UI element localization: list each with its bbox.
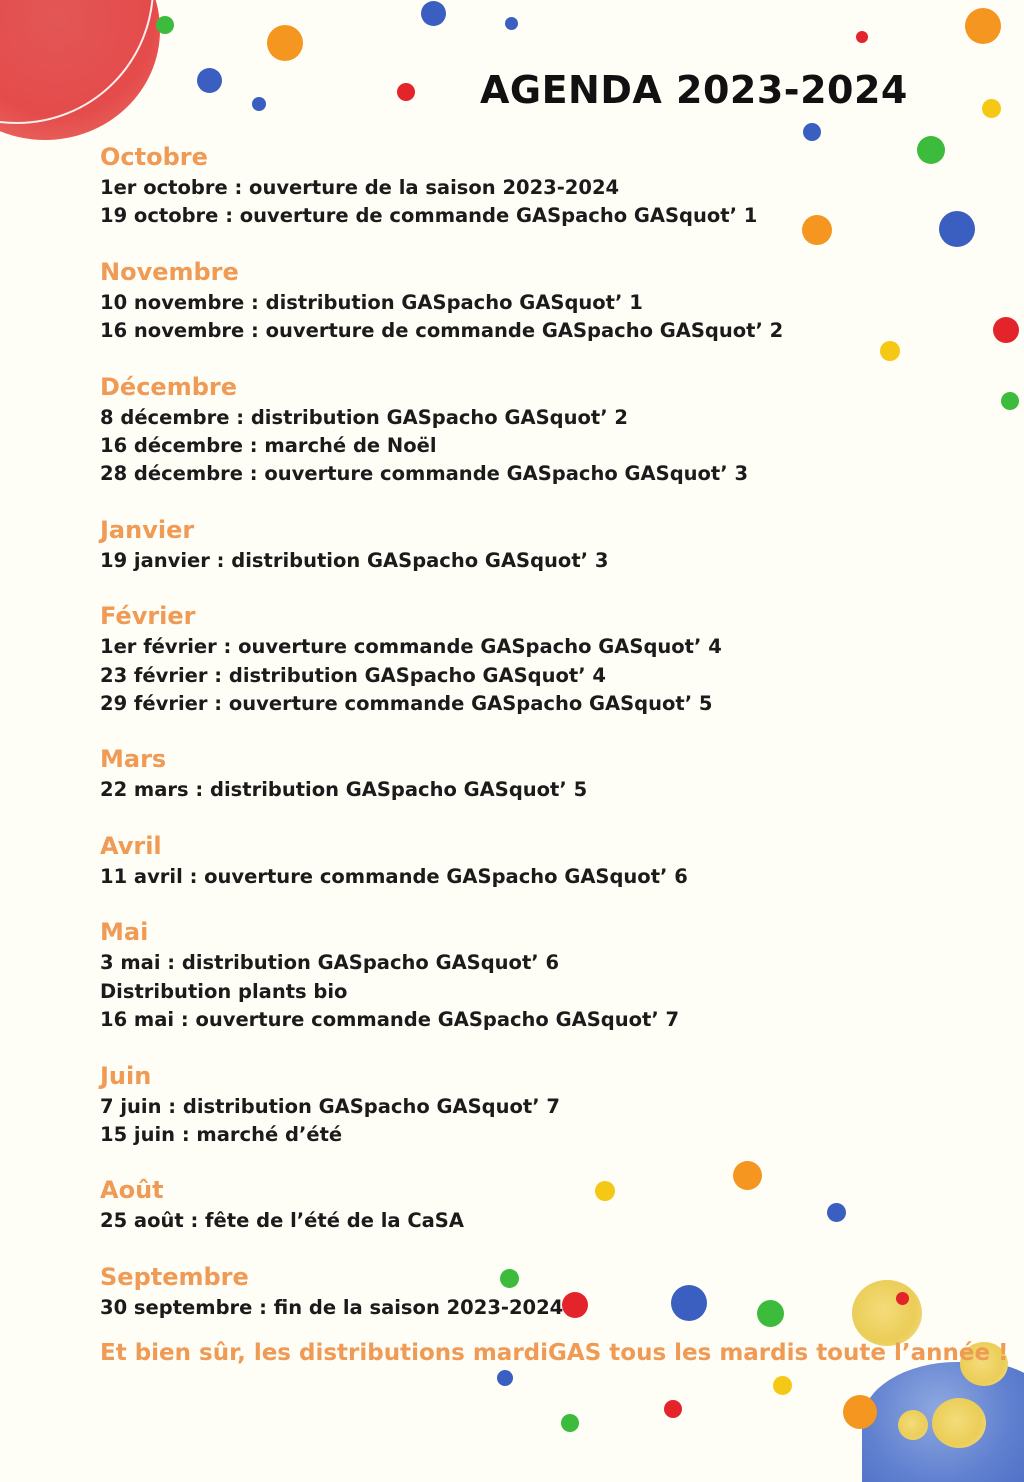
- confetti-dot: [497, 1370, 513, 1386]
- agenda-list: [100, 142, 980, 1348]
- month-section: [100, 1262, 980, 1322]
- agenda-entry: 3 mai : distribution GASpacho GASquot’ 6: [100, 951, 560, 975]
- agenda-entry: 25 août : fête de l’été de la CaSA: [100, 1209, 464, 1233]
- agenda-entry: 11 avril : ouverture commande GASpacho GASquot’ 6: [100, 864, 688, 888]
- agenda-entry: Distribution plants bio: [100, 979, 348, 1003]
- month-heading: Novembre: [100, 257, 239, 286]
- agenda-entry: 16 novembre : ouverture de commande GASpacho GASquot’ 2: [100, 319, 784, 343]
- confetti-dot: [965, 8, 1001, 44]
- month-section: [100, 601, 980, 718]
- confetti-dot: [664, 1400, 682, 1418]
- confetti-dot: [1001, 392, 1019, 410]
- gold-paint-splash: [898, 1410, 928, 1440]
- agenda-entry: 10 novembre : distribution GASpacho GASquot’ 1: [100, 290, 643, 314]
- footer-note: Et bien sûr, les distributions mardiGAS tous les mardis toute l’année !: [100, 1340, 1009, 1366]
- page-title: AGENDA 2023-2024: [480, 68, 908, 112]
- confetti-dot: [982, 99, 1001, 118]
- confetti-dot: [267, 25, 303, 61]
- agenda-entry: 1er février : ouverture commande GASpacho GASquot’ 4: [100, 635, 722, 659]
- confetti-dot: [505, 17, 518, 30]
- month-heading: Mars: [100, 745, 167, 774]
- month-section: [100, 744, 980, 804]
- month-heading: Avril: [100, 831, 162, 860]
- month-section: [100, 515, 980, 575]
- month-heading: Octobre: [100, 143, 208, 171]
- agenda-entry: 7 juin : distribution GASpacho GASquot’ 7: [100, 1094, 561, 1118]
- agenda-entry: 22 mars : distribution GASpacho GASquot’ 5: [100, 778, 588, 802]
- agenda-entry: 23 février : distribution GASpacho GASquot’ 4: [100, 663, 607, 687]
- agenda-entry: 1er octobre : ouverture de la saison 2023-2024: [100, 176, 620, 199]
- confetti-dot: [252, 97, 266, 111]
- agenda-entry: 8 décembre : distribution GASpacho GASquot’ 2: [100, 405, 628, 429]
- confetti-dot: [421, 1, 446, 26]
- agenda-entry: 19 janvier : distribution GASpacho GASquot’ 3: [100, 548, 609, 572]
- gold-paint-splash: [932, 1398, 986, 1448]
- confetti-dot: [803, 123, 821, 141]
- month-section: [100, 831, 980, 891]
- month-section: [100, 917, 980, 1034]
- white-ring-decoration: [0, 0, 154, 124]
- agenda-entry: 16 décembre : marché de Noël: [100, 434, 437, 458]
- month-section: [100, 372, 980, 489]
- agenda-entry: 15 juin : marché d’été: [100, 1122, 343, 1146]
- month-section: [100, 1175, 980, 1235]
- confetti-dot: [397, 83, 415, 101]
- month-heading: Décembre: [100, 372, 238, 401]
- confetti-dot: [843, 1395, 877, 1429]
- month-section: [100, 142, 980, 231]
- month-section: [100, 257, 980, 346]
- month-heading: Mai: [100, 918, 149, 947]
- month-heading: Juin: [100, 1061, 152, 1090]
- agenda-entry: 28 décembre : ouverture commande GASpacho GASquot’ 3: [100, 462, 749, 486]
- confetti-dot: [561, 1414, 579, 1432]
- confetti-dot: [197, 68, 222, 93]
- month-heading: Février: [100, 602, 196, 631]
- month-heading: Janvier: [100, 515, 195, 544]
- agenda-entry: 30 septembre : fin de la saison 2023-2024: [100, 1295, 564, 1319]
- agenda-entry: 19 octobre : ouverture de commande GASpacho GASquot’ 1: [100, 204, 758, 228]
- agenda-entry: 16 mai : ouverture commande GASpacho GASquot’ 7: [100, 1008, 680, 1032]
- agenda-entry: 29 février : ouverture commande GASpacho GASquot’ 5: [100, 692, 713, 716]
- confetti-dot: [993, 317, 1019, 343]
- month-heading: Septembre: [100, 1262, 249, 1291]
- month-heading: Août: [100, 1176, 164, 1205]
- month-section: [100, 1061, 980, 1150]
- confetti-dot: [773, 1376, 792, 1395]
- confetti-dot: [156, 16, 174, 34]
- confetti-dot: [856, 31, 868, 43]
